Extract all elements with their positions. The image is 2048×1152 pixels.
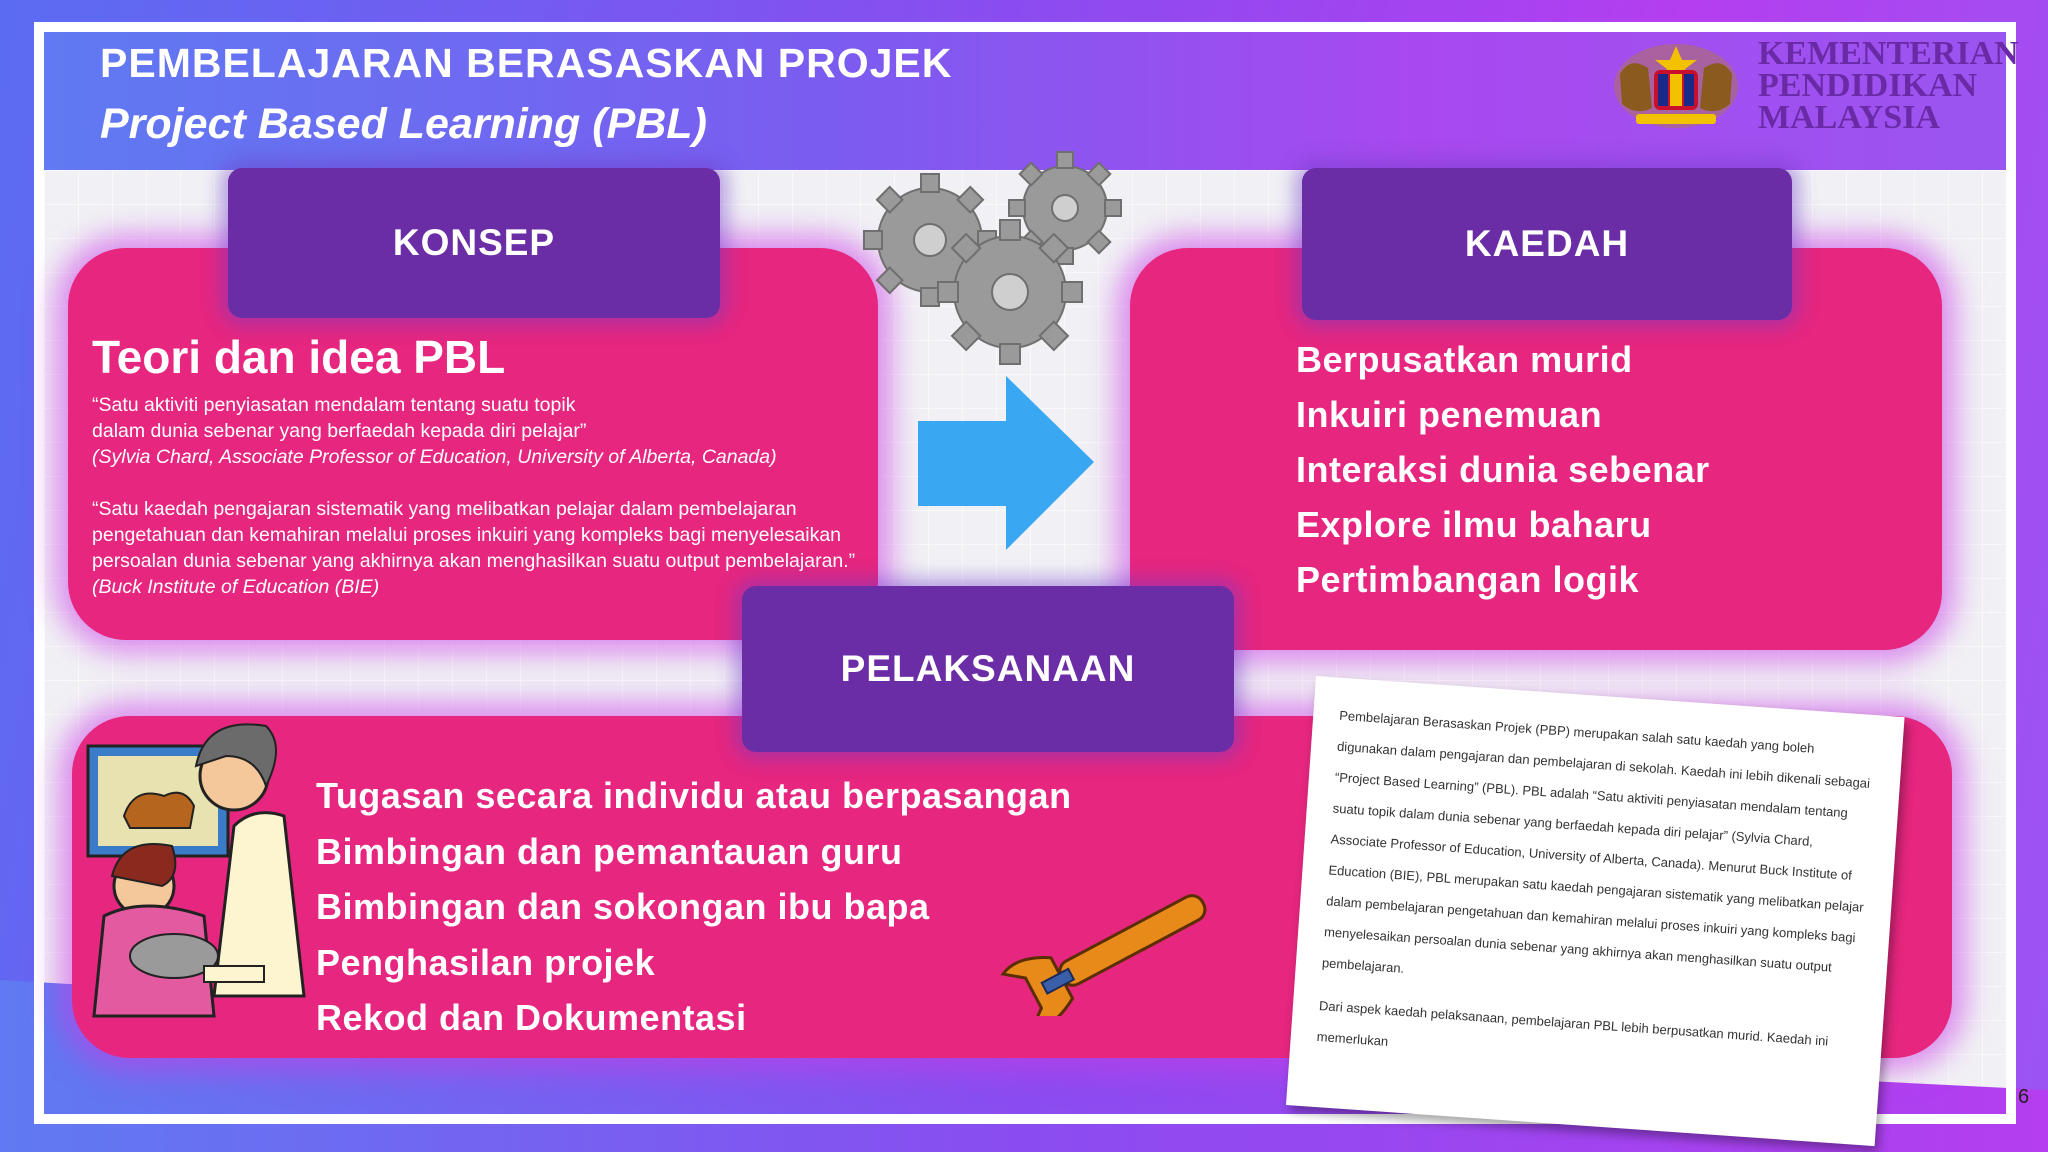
kaedah-item: Inkuiri penemuan [1296,394,1603,435]
pelaksanaan-item: Bimbingan dan sokongan ibu bapa [316,886,930,927]
kaedah-item: Berpusatkan murid [1296,339,1633,380]
quote-1-line-1: “Satu aktiviti penyiasatan mendalam tentang suatu topik [92,394,576,416]
pelaksanaan-item: Bimbingan dan pemantauan guru [316,830,903,872]
quote-1-citation: (Sylvia Chard, Associate Professor of Education, University of Alberta, Canada) [92,446,777,468]
quote-2-line-1: “Satu kaedah pengajaran sistematik yang melibatkan pelajar dalam pembelajaran [92,498,797,520]
ministry-logo [1606,34,2026,134]
pelaksanaan-list [316,768,1072,1046]
wrench-icon [996,892,1222,1016]
gears-icon [860,150,1130,380]
konsep-heading: Teori dan idea PBL [92,331,506,383]
document-paragraph-1: Pembelajaran Berasaskan Projek (PBP) merupakan salah satu kaedah yang boleh digunakan dalam pengajaran dan pembelajaran di sekolah. Kaedah ini lebih dikenali sebagai “Project Based Learning” (PBL). PBL adalah “Satu aktiviti penyiasatan mendalam tentang suatu topik dalam dunia sebenar yang berfaedah kepada diri pelajar” (Sylvia Chard, Associate Professor of Education, University of Alberta, Canada). Menurut Buck Institute of Education (BIE), PBL merupakan satu kaedah pengajaran sistematik yang melibatkan pelajar dalam pembelajaran pengetahuan dan kemahiran melalui proses inkuiri yang kompleks bagi menyelesaikan persoalan dunia sebenar yang akhirnya akan menghasilkan suatu output pembelajaran. [1321,707,1871,976]
logo-line-1: KEMENTERIAN [1758,35,2019,72]
quote-2-line-3: persoalan dunia sebenar yang akhirnya akan menghasilkan suatu output pembelajaran.” [92,550,856,572]
quote-2-line-2: pengetahuan dan kemahiran melalui proses inkuiri yang kompleks bagi menyelesaikan [92,524,842,546]
kaedah-list [1296,332,1710,607]
slide-title: PEMBELAJARAN BERASASKAN PROJEK [100,40,953,86]
document-paragraph-2: Dari aspek kaedah pelaksanaan, pembelajaran PBL lebih berpusatkan murid. Kaedah ini memerlukan [1316,998,1829,1049]
logo-line-2: PENDIDIKAN [1758,67,1978,104]
slide-subtitle: Project Based Learning (PBL) [100,100,707,148]
pelaksanaan-item: Rekod dan Dokumentasi [316,997,747,1038]
kaedah-item: Interaksi dunia sebenar [1296,449,1710,490]
malaysia-coat-of-arms-icon [1606,34,1746,134]
quote-2-citation: (Buck Institute of Education (BIE) [92,576,380,598]
tab-pelaksanaan: PELAKSANAAN [742,586,1234,752]
tab-kaedah: KAEDAH [1302,168,1792,320]
page-number: 6 [2018,1086,2030,1108]
quote-1-line-2: dalam dunia sebenar yang berfaedah kepada diri pelajar” [92,420,587,442]
vet-clipart-icon [84,716,306,1026]
konsep-quote-2 [92,496,872,600]
pelaksanaan-item: Tugasan secara individu atau berpasangan [316,775,1072,816]
logo-line-3: MALAYSIA [1758,99,1941,136]
document-excerpt [1286,676,1905,1146]
arrow-right-icon [918,376,1094,552]
kaedah-item: Explore ilmu baharu [1296,504,1652,545]
tab-konsep: KONSEP [228,168,720,318]
pelaksanaan-item: Penghasilan projek [316,941,656,983]
kaedah-item: Pertimbangan logik [1296,559,1640,600]
konsep-quote-1 [92,392,872,470]
